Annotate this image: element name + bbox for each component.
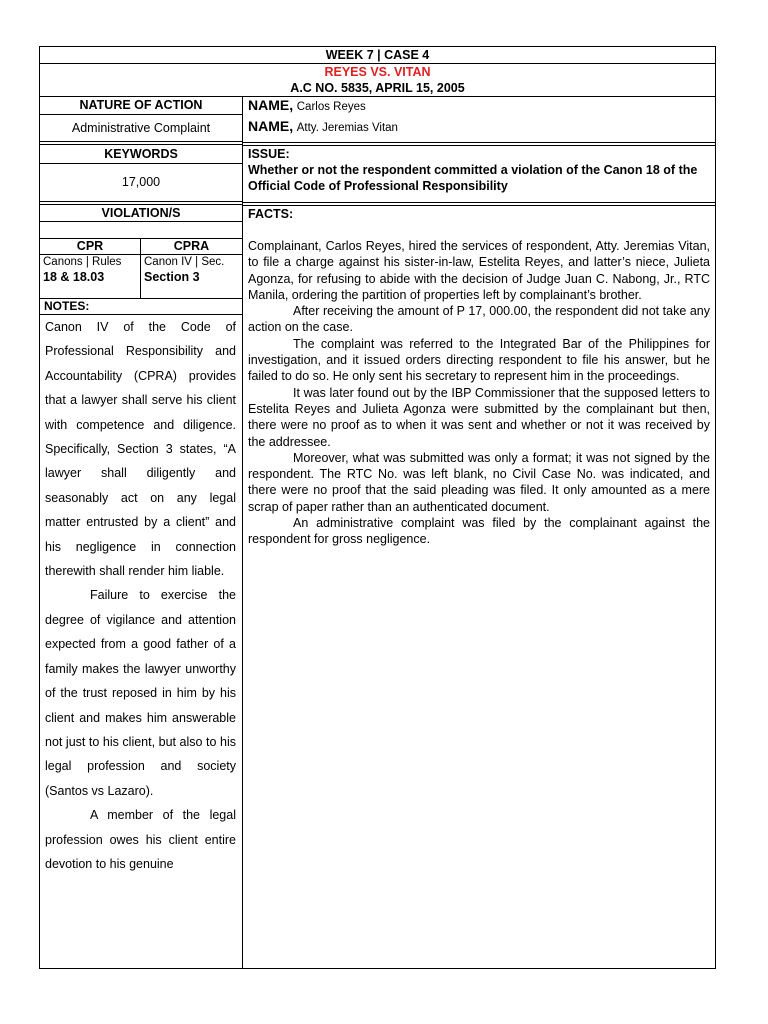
notes-paragraph: Failure to exercise the degree of vigilance and attention expected from a good father of a family makes the lawyer unworthy of the trust reposed in him by his client and makes him answerable not just to his client, but also to his legal profession and society (Santos vs Lazaro).: [45, 588, 236, 798]
name-label: NAME,: [248, 97, 294, 113]
violations-grid: [40, 239, 242, 299]
facts-section: [243, 205, 715, 548]
issue-text: Whether or not the respondent committed a violation of the Canon 18 of the Official Code of Professional Responsibility: [248, 163, 698, 193]
respondent-name-line: [243, 117, 715, 138]
keywords-value: 17,000: [40, 164, 242, 202]
cpr-value: 18 & 18.03: [43, 270, 105, 284]
case-citation: A.C NO. 5835, APRIL 15, 2005: [290, 81, 465, 95]
nature-label: NATURE OF ACTION: [40, 96, 242, 115]
facts-body: [243, 238, 715, 548]
cpra-sub: Canon IV | Sec.: [144, 256, 225, 268]
party-names: [243, 96, 715, 143]
violations-spacer: [40, 222, 242, 239]
issue-label: ISSUE:: [248, 147, 290, 161]
cpr-label: CPR: [40, 239, 140, 255]
complainant-name-line: [243, 96, 715, 117]
week-case-label: WEEK 7 | CASE 4: [325, 48, 430, 62]
case-digest-sheet: [39, 46, 716, 969]
keywords-label: KEYWORDS: [40, 144, 242, 164]
left-column: [40, 96, 243, 968]
respondent-name: Atty. Jeremias Vitan: [296, 122, 398, 134]
case-header: [40, 47, 715, 97]
violations-label: VIOLATION/S: [40, 204, 242, 222]
facts-paragraph: Moreover, what was submitted was only a format; it was not signed by the respondent. The RTC No. was left blank, no Civil Case No. was indicated, and there were no proof that the said pleading was filed. It only amounted as a mere scrap of paper rather than an authenticated document.: [248, 450, 710, 514]
notes-paragraph: A member of the legal profession owes his client entire devotion to his genuine: [45, 808, 236, 871]
facts-paragraph: It was later found out by the IBP Commissioner that the supposed letters to Estelita Reyes and Julieta Agonza were submitted by the complainant but then, there were no proof as to when it was sent and whether or not it was received by the addressee.: [248, 385, 710, 449]
name-label: NAME,: [248, 118, 294, 134]
facts-label: FACTS:: [248, 207, 294, 221]
issue-section: [243, 145, 715, 203]
facts-paragraph: An administrative complaint was filed by the complainant against the respondent for gross negligence.: [248, 516, 710, 547]
cpra-value: Section 3: [144, 270, 200, 284]
complainant-name: Carlos Reyes: [296, 101, 366, 113]
case-title: REYES VS. VITAN: [40, 63, 715, 80]
right-column: [243, 96, 715, 968]
facts-paragraph: After receiving the amount of P 17, 000.00, the respondent did not take any action on the case.: [248, 304, 710, 335]
facts-paragraph: The complaint was referred to the Integrated Bar of the Philippines for investigation, and it issued orders directing respondent to file his answer, but he failed to do so. He only sent his secretary to represent him in the proceedings.: [248, 336, 710, 384]
nature-value: Administrative Complaint: [40, 115, 242, 142]
notes-label: NOTES:: [40, 299, 242, 315]
notes-body: [40, 315, 242, 876]
facts-paragraph: Complainant, Carlos Reyes, hired the services of respondent, Atty. Jeremias Vitan, to file a charge against his sister-in-law, Estelita Reyes, and latter’s niece, Julieta Agonza, for refusing to abide with the decision of Judge Juan C. Nabong, Jr., RTC Manila, ordering the partition of properties left by complainant’s brother.: [248, 239, 710, 302]
notes-paragraph: Canon IV of the Code of Professional Responsibility and Accountability (CPRA) provides that a lawyer shall serve his client with competence and diligence. Specifically, Section 3 states, “A lawyer shall diligently and seasonably act on any legal matter entrusted by a client” and his negligence in connection therewith shall render him liable.: [45, 320, 236, 579]
cpr-sub: Canons | Rules: [43, 256, 122, 268]
cpra-label: CPRA: [141, 239, 242, 255]
